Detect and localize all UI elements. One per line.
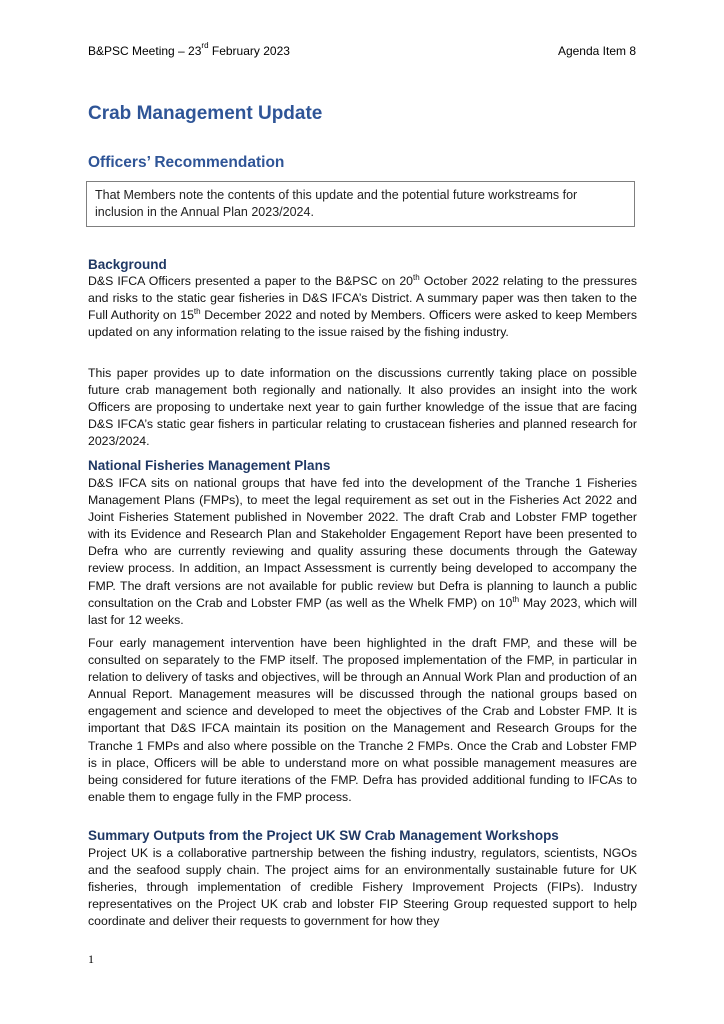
- recommendation-heading: Officers’ Recommendation: [88, 154, 285, 171]
- background-paragraph-1: D&S IFCA Officers presented a paper to the B&PSC on 20th October 2022 relating to the pressures and risks to the static gear fisheries in D&S IFCA’s District. A summary paper was then taken to the Full Authority on 15th December 2022 and noted by Members. Officers were asked to keep Members updated on any information relating to the issue raised by the fishing industry.: [88, 272, 637, 340]
- background-heading: Background: [88, 257, 167, 272]
- recommendation-box: [86, 181, 635, 227]
- fmp-paragraph-2: Four early management intervention have been highlighted in the draft FMP, and these will be consulted on separately to the FMP itself. The proposed implementation of the FMP, in particular in relation to delivery of tasks and objectives, will be through an Annual Work Plan and production of an Annual Report. Management measures will be discussed through the national groups based on engagement and science and developed to meet the objectives of the Crab and Lobster FMP. It is important that D&S IFCA maintain its position on the Management and Research Groups for the Tranche 1 FMPs and also where possible on the Tranche 2 FMPs. Once the Crab and Lobster FMP is in place, Officers will be able to understand more on what possible management measures are being considered for future iterations of the FMP. Defra has provided additional funding to IFCAs to enable them to engage fully in the FMP process.: [88, 636, 637, 804]
- page-title: Crab Management Update: [88, 103, 323, 124]
- workshops-heading: Summary Outputs from the Project UK SW Crab Management Workshops: [88, 828, 559, 843]
- workshops-paragraph-1: Project UK is a collaborative partnership between the fishing industry, regulators, scientists, NGOs and the seafood supply chain. The project aims for an environmentally sustainable future for UK fisheries, through implementation of credible Fishery Improvement Projects (FIPs). Industry representatives on the Project UK crab and lobster FIP Steering Group requested support to help coordinate and deliver their requests to government for how they: [88, 846, 637, 929]
- fmp-paragraph-1: D&S IFCA sits on national groups that have fed into the development of the Tranche 1 Fisheries Management Plans (FMPs), to meet the legal requirement as set out in the Fisheries Act 2022 and Joint Fisheries Statement published in November 2022. The draft Crab and Lobster FMP together with its Evidence and Research Plan and Stakeholder Engagement Report have been presented to Defra who are currently reviewing and quality assuring these documents through the Gateway review process. In addition, an Impact Assessment is currently being developed to accompany the FMP. The draft versions are not available for public review but Defra is planning to launch a public consultation on the Crab and Lobster FMP (as well as the Whelk FMP) on 10th May 2023, which will last for 12 weeks.: [88, 476, 637, 627]
- meeting-header: B&PSC Meeting – 23rd February 2023: [88, 41, 290, 58]
- agenda-item-label: Agenda Item 8: [557, 44, 636, 58]
- background-paragraph-2: This paper provides up to date information on the discussions currently taking place on possible future crab management both regionally and nationally. It also provides an insight into the work Officers are proposing to undertake next year to gain further knowledge of the issue that are facing D&S IFCA’s static gear fishers in particular relating to crustacean fisheries and planned research for 2023/2024.: [88, 366, 637, 449]
- page-number: 1: [88, 952, 94, 966]
- fmp-heading: National Fisheries Management Plans: [88, 458, 331, 473]
- recommendation-text: That Members note the contents of this update and the potential future workstreams for inclusion in the Annual Plan 2023/2024.: [95, 188, 578, 219]
- page-header: [88, 41, 636, 62]
